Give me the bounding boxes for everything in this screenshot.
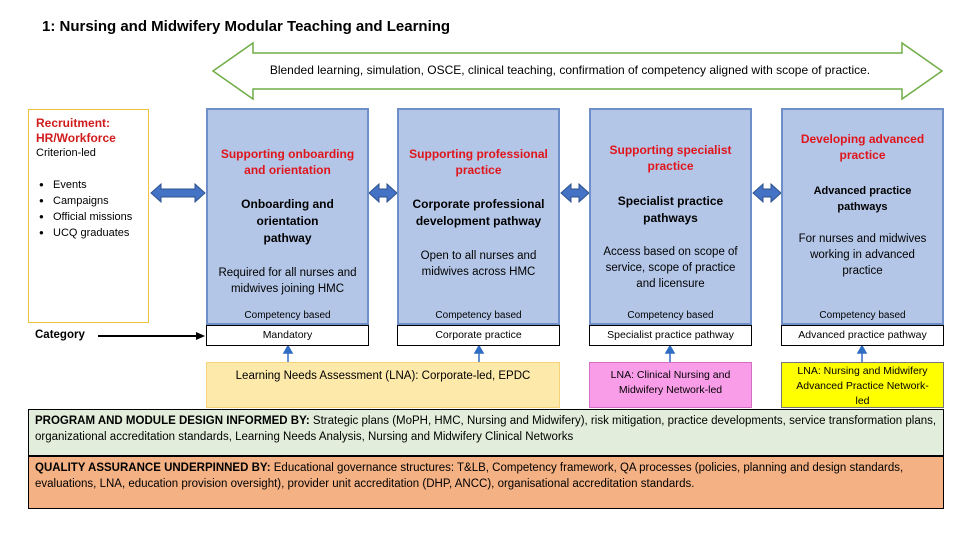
column-heading: Supporting onboarding and orientation [220, 147, 355, 177]
lna-arrowhead-2 [475, 346, 483, 353]
list-item: ● Official missions [53, 209, 148, 225]
column-heading: Developing advanced practice [800, 132, 925, 162]
column-heading: Supporting professional practice [409, 147, 548, 177]
lna-advanced: LNA: Nursing and Midwifery Advanced Practice Network- led [781, 362, 944, 408]
arrow-specialist-advanced [753, 184, 781, 202]
recruitment-box [28, 109, 149, 323]
program-design-box [28, 409, 944, 456]
lna-corporate: Learning Needs Assessment (LNA): Corporate-led, EPDC [206, 362, 560, 408]
competency-label: Competency based [244, 310, 331, 321]
column-pathway: Corporate professional development pathway [412, 197, 545, 228]
competency-label: Competency based [435, 310, 522, 321]
arrow-recruit-onboarding [151, 184, 205, 202]
category-label: Category [35, 329, 85, 341]
competency-label: Competency based [819, 310, 906, 321]
column-pathway: Onboarding and orientation pathway [241, 197, 334, 245]
category-specialist: Specialist practice pathway [589, 325, 752, 346]
column-description: Open to all nurses and midwives across HMC [420, 250, 537, 278]
banner-text: Blended learning, simulation, OSCE, clinical teaching, confirmation of competency aligned with scope of practice. [269, 63, 871, 77]
list-item: ● Events [53, 177, 148, 193]
lna-specialist: LNA: Clinical Nursing and Midwifery Network-led [589, 362, 752, 408]
list-item: ● Campaigns [53, 193, 148, 209]
recruitment-list [29, 177, 148, 241]
column-professional [397, 108, 560, 325]
category-advanced: Advanced practice pathway [781, 325, 944, 346]
column-pathway: Advanced practice pathways [813, 185, 912, 213]
column-description: Access based on scope of service, scope of practice and licensure [603, 246, 738, 290]
category-corporate: Corporate practice [397, 325, 560, 346]
arrow-onboarding-professional [369, 184, 397, 202]
category-arrow-head [196, 332, 205, 340]
page-title: 1: Nursing and Midwifery Modular Teaching and Learning [42, 18, 451, 35]
program-label: PROGRAM AND MODULE DESIGN INFORMED BY: [35, 415, 310, 427]
recruitment-subtitle: Criterion-led [36, 147, 96, 159]
column-pathway: Specialist practice pathways [617, 194, 724, 225]
column-specialist [589, 108, 752, 325]
program-text: Strategic plans (MoPH, HMC, Nursing and Midwifery), risk mitigation, practice developments, service transformation plans, organizational accreditation standards, Learning Needs Analysis, Nursing and Midwifery Clinical Networks [35, 415, 937, 443]
competency-label: Competency based [627, 310, 714, 321]
column-onboarding [206, 108, 369, 325]
column-heading: Supporting specialist practice [609, 143, 732, 173]
lna-arrowhead-1 [284, 346, 292, 353]
recruitment-title: Recruitment: HR/Workforce [36, 116, 116, 145]
lna-arrowhead-4 [858, 346, 866, 353]
column-advanced [781, 108, 944, 325]
quality-label: QUALITY ASSURANCE UNDERPINNED BY: [35, 462, 271, 474]
column-description: Required for all nurses and midwives joining HMC [218, 267, 357, 295]
category-mandatory: Mandatory [206, 325, 369, 346]
arrow-professional-specialist [561, 184, 589, 202]
column-description: For nurses and midwives working in advanced practice [798, 233, 927, 277]
lna-arrowhead-3 [666, 346, 674, 353]
list-item: ● UCQ graduates [53, 225, 148, 241]
quality-assurance-box [28, 456, 944, 509]
quality-text: Educational governance structures: T&LB, Competency framework, QA processes (policies, planning and design standards, evaluations, LNA, education provision oversight), provider unit accreditation (DHP, ANCC), organisational accreditation standards. [35, 462, 904, 490]
